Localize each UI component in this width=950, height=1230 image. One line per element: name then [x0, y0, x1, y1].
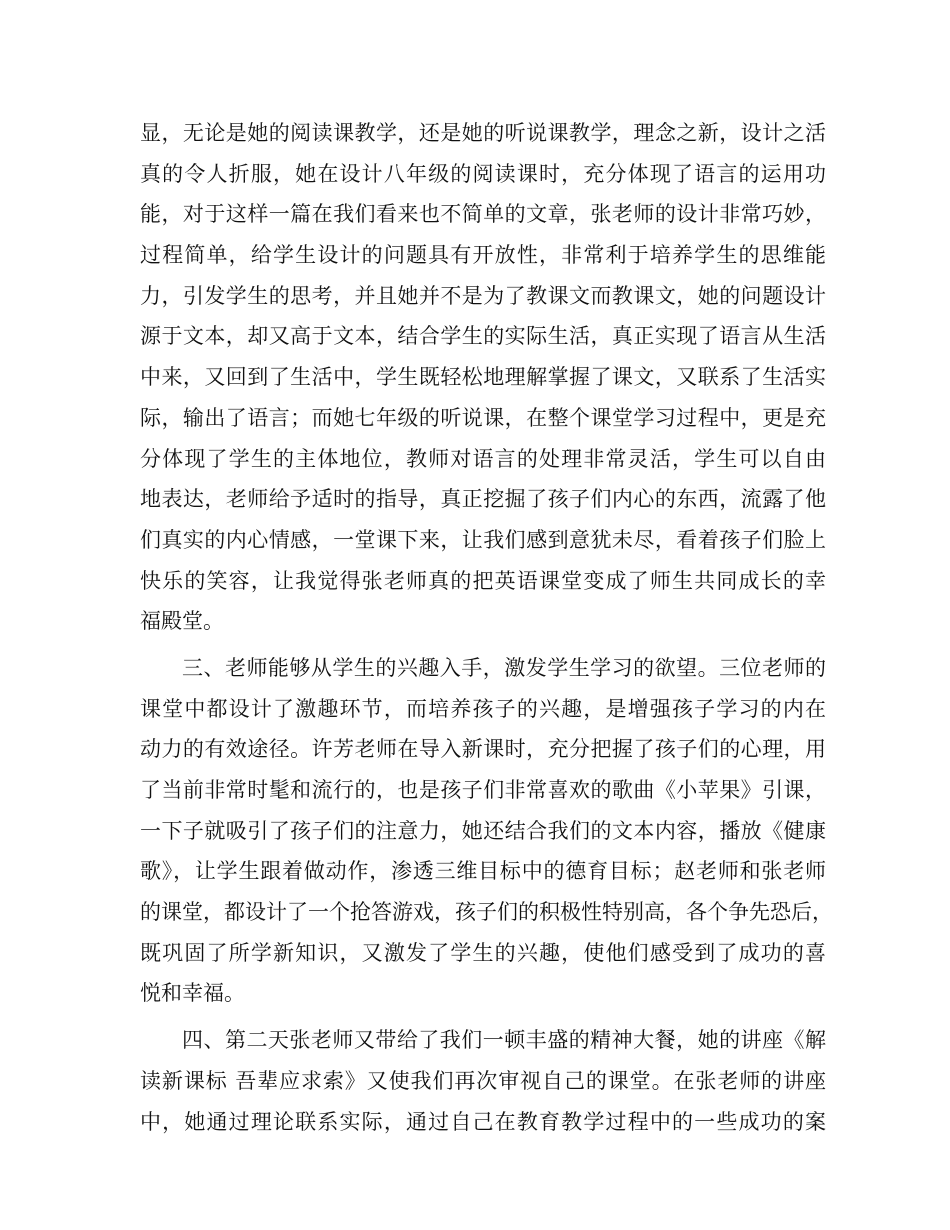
text-line: 际，输出了语言；而她七年级的听说课，在整个课堂学习过程中，更是充	[140, 405, 826, 430]
text-line: 悦和幸福。	[140, 981, 245, 1006]
text-line: 能，对于这样一篇在我们看来也不简单的文章，张老师的设计非常巧妙，	[140, 202, 826, 227]
text-line: 了当前非常时髦和流行的，也是孩子们非常喜欢的歌曲《小苹果》引课，	[140, 778, 826, 802]
paragraph	[140, 1020, 826, 1142]
text-line: 真的令人折服，她在设计八年级的阅读课时，充分体现了语言的运用功	[140, 161, 826, 186]
text-line: 歌》，让学生跟着做动作，渗透三维目标中的德育目标；赵老师和张老师	[140, 859, 826, 884]
text-line: 一下子就吸引了孩子们的注意力，她还结合我们的文本内容，播放《健康	[140, 818, 826, 843]
paragraph	[140, 648, 833, 1014]
text-line: 既巩固了所学新知识，又激发了学生的兴趣，使他们感受到了成功的喜	[140, 940, 826, 965]
text-line: 力，引发学生的思考，并且她并不是为了教课文而教课文，她的问题设计	[140, 283, 826, 308]
text-line: 课堂中都设计了激趣环节，而培养孩子的兴趣，是增强孩子学习的内在	[140, 696, 826, 721]
text-line: 过程简单，给学生设计的问题具有开放性，非常利于培养学生的思维能	[140, 243, 826, 268]
text-line: 快乐的笑容，让我觉得张老师真的把英语课堂变成了师生共同成长的幸	[140, 568, 826, 593]
paragraph	[140, 113, 826, 642]
text-line: 中来，又回到了生活中，学生既轻松地理解掌握了课文，又联系了生活实	[140, 365, 826, 390]
text-line: 福殿堂。	[140, 609, 224, 634]
text-line: 中，她通过理论联系实际，通过自己在教育教学过程中的一些成功的案	[140, 1109, 826, 1134]
text-line: 源于文本，却又高于文本，结合学生的实际生活，真正实现了语言从生活	[140, 324, 826, 349]
text-line: 显，无论是她的阅读课教学，还是她的听说课教学，理念之新，设计之活	[140, 121, 826, 145]
text-line: 分体现了学生的主体地位，教师对语言的处理非常灵活，学生可以自由	[140, 446, 826, 471]
text-line: 读新课标 吾辈应求索》又使我们再次审视自己的课堂。在张老师的讲座	[140, 1068, 826, 1093]
document-body	[140, 113, 833, 1142]
text-line: 四、第二天张老师又带给了我们一顿丰盛的精神大餐，她的讲座《解	[182, 1028, 826, 1053]
text-line: 三、老师能够从学生的兴趣入手，激发学生学习的欲望。三位老师的	[182, 655, 826, 680]
text-line: 的课堂，都设计了一个抢答游戏，孩子们的积极性特别高，各个争先恐后，	[140, 900, 833, 925]
text-line: 们真实的内心情感，一堂课下来，让我们感到意犹未尽，看着孩子们脸上	[140, 527, 826, 552]
text-line: 地表达，老师给予适时的指导，真正挖掘了孩子们内心的东西，流露了他	[140, 487, 826, 512]
text-line: 动力的有效途径。许芳老师在导入新课时，充分把握了孩子们的心理，用	[140, 737, 826, 762]
